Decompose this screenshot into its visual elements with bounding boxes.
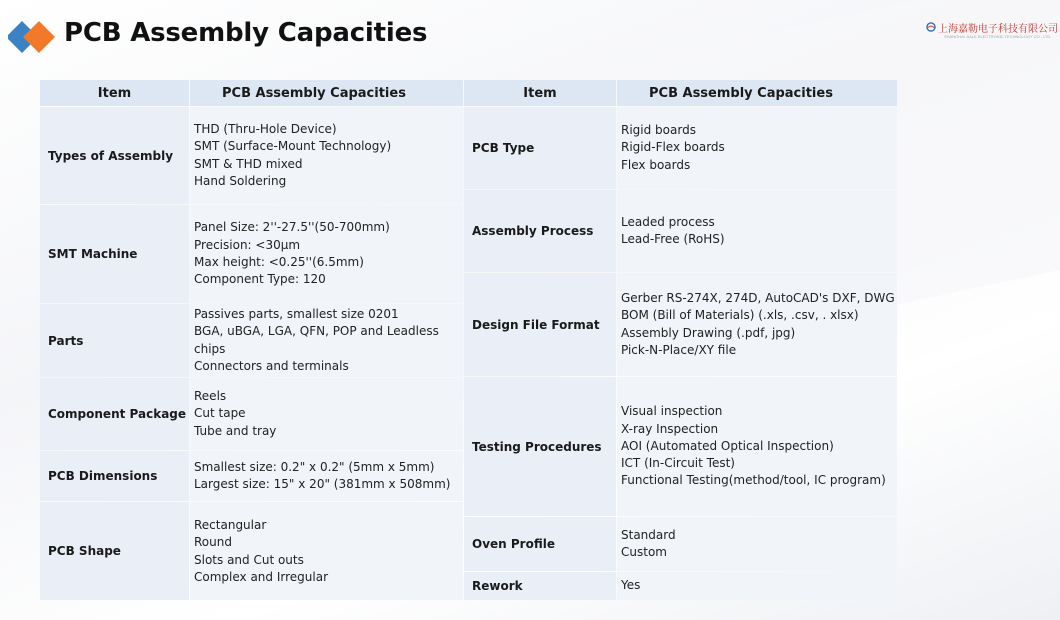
row-values — [617, 190, 897, 272]
company-emblem-icon — [926, 19, 936, 35]
table-row — [464, 572, 897, 600]
value-line: Yes — [621, 578, 641, 593]
value-line: Rectangular — [194, 518, 267, 532]
row-item: Testing Procedures — [464, 377, 616, 516]
row-item: Rework — [464, 572, 616, 600]
table-row — [464, 190, 897, 272]
company-name: 上海嘉勒电子科技有限公司 — [938, 23, 1058, 35]
table-row — [464, 377, 897, 516]
value-line: Largest size: 15" x 20" (381mm x 508mm) — [194, 477, 451, 491]
row-item: Oven Profile — [464, 517, 616, 571]
value-line: Round — [194, 535, 232, 550]
company-logo — [926, 14, 1058, 40]
value-line: Complex and Irregular — [194, 569, 328, 584]
value-line: Passives parts, smallest size 0201 — [194, 306, 399, 321]
row-values — [190, 304, 463, 377]
row-item: Types of Assembly — [40, 107, 189, 204]
value-line: Leaded process — [621, 214, 715, 229]
value-line: Assembly Drawing (.pdf, jpg) — [621, 325, 796, 340]
value-line: Gerber RS-274X, 274D, AutoCAD's DXF, DWG — [621, 290, 895, 305]
table-row — [40, 502, 463, 600]
row-values — [190, 502, 463, 600]
value-line: Precision: <30μm — [194, 237, 301, 252]
row-item: Design File Format — [464, 273, 616, 376]
value-line: Flex boards — [621, 157, 691, 172]
row-item: PCB Shape — [40, 502, 189, 600]
value-line: Lead-Free (RoHS) — [621, 232, 725, 246]
row-item: SMT Machine — [40, 205, 189, 303]
row-values — [617, 377, 897, 516]
value-line: Component Type: 120 — [194, 272, 326, 287]
row-values — [190, 205, 463, 303]
row-item: Parts — [40, 304, 189, 377]
table-row — [40, 205, 463, 303]
table-row — [40, 378, 463, 450]
value-line: Custom — [621, 545, 667, 559]
row-item: Assembly Process — [464, 190, 616, 272]
value-line: Panel Size: 2''-27.5''(50-700mm) — [194, 220, 390, 235]
table-row — [40, 304, 463, 377]
value-line: Rigid boards — [621, 123, 696, 138]
table-header-row — [40, 80, 463, 106]
value-line: Tube and tray — [194, 423, 277, 438]
value-line: ICT (In-Circuit Test) — [621, 456, 735, 471]
value-line: Smallest size: 0.2" x 0.2" (5mm x 5mm) — [194, 459, 435, 474]
value-line: Visual inspection — [621, 404, 723, 419]
row-values — [617, 572, 897, 600]
row-values — [190, 378, 463, 450]
right-capacity-table — [464, 80, 897, 600]
value-line: THD (Thru-Hole Device) — [194, 121, 337, 136]
value-line: AOI (Automated Optical Inspection) — [621, 438, 834, 453]
value-line: SMT (Surface-Mount Technology) — [194, 139, 392, 154]
value-line: SMT & THD mixed — [194, 156, 303, 171]
row-values — [617, 517, 897, 571]
value-line: X-ray Inspection — [621, 421, 719, 436]
value-line: Connectors and terminals — [194, 358, 349, 373]
value-line: Slots and Cut outs — [194, 552, 304, 567]
table-row — [40, 451, 463, 501]
value-line: BOM (Bill of Materials) (.xls, .csv, . xlsx) — [621, 308, 859, 323]
value-line: Cut tape — [194, 406, 246, 421]
table-row — [464, 107, 897, 189]
value-line: Standard — [621, 527, 676, 542]
value-line: Pick-N-Place/XY file — [621, 342, 737, 357]
row-values — [617, 273, 897, 376]
header-item: Item — [40, 80, 189, 106]
row-item: Component Package — [40, 378, 189, 450]
value-line: Functional Testing(method/tool, IC program) — [621, 473, 886, 488]
table-header-row — [464, 80, 897, 106]
diamond-logo-icon — [8, 20, 56, 54]
value-line: Hand Soldering — [194, 173, 287, 188]
row-values — [617, 107, 897, 189]
row-values — [190, 451, 463, 501]
table-row — [464, 273, 897, 376]
page-title: PCB Assembly Capacities — [64, 18, 428, 48]
table-row — [464, 517, 897, 571]
header-item: Item — [464, 80, 616, 106]
header-capacity: PCB Assembly Capacities — [190, 80, 463, 106]
header-capacity: PCB Assembly Capacities — [617, 80, 897, 106]
value-line: Reels — [194, 389, 227, 404]
value-line: Max height: <0.25''(6.5mm) — [194, 255, 364, 269]
row-item: PCB Dimensions — [40, 451, 189, 501]
table-row — [40, 107, 463, 204]
row-values — [190, 107, 463, 204]
company-subtitle: SHANGHAI JIALE ELECTRONIC TECHNOLOGY CO., LTD. — [944, 34, 1052, 39]
row-item: PCB Type — [464, 107, 616, 189]
value-line: BGA, uBGA, LGA, QFN, POP and Leadless chips — [194, 324, 439, 356]
value-line: Rigid-Flex boards — [621, 140, 725, 155]
left-capacity-table — [40, 80, 463, 600]
